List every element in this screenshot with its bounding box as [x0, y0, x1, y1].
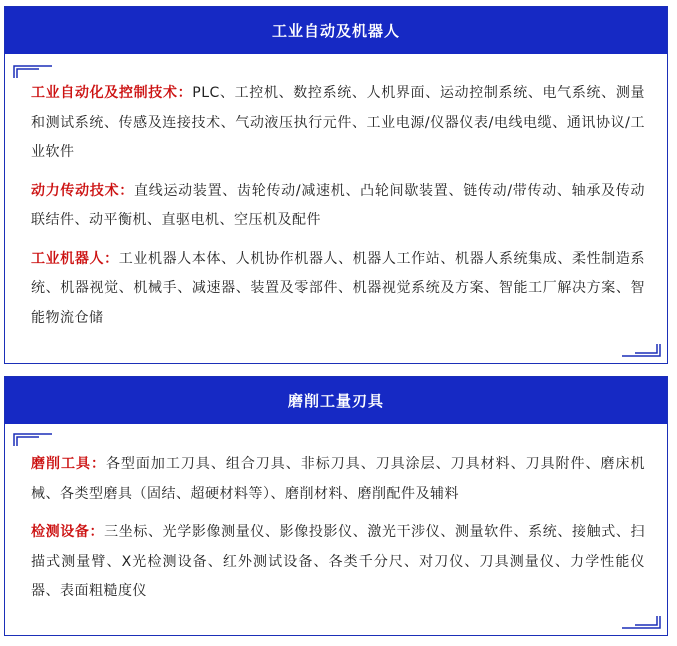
- list-item: [31, 245, 645, 334]
- item-text: 三坐标、光学影像测量仪、影像投影仪、激光干涉仪、测量软件、系统、接触式、扫描式测量臂、X光检测设备、红外测试设备、各类千分尺、对刀仪、刀具测量仪、力学性能仪器、表面粗糙度仪: [31, 524, 646, 599]
- corner-bracket-bottom-right-icon: [621, 615, 661, 629]
- item-text: PLC、工控机、数控系统、人机界面、运动控制系统、电气系统、测量和测试系统、传感及连接技术、气动液压执行元件、工业电源/仪器仪表/电线电缆、通讯协议/工业软件: [31, 85, 645, 160]
- list-item: [31, 450, 645, 509]
- section-content: [31, 450, 645, 607]
- item-text: 直线运动装置、齿轮传动/减速机、凸轮间歇装置、链传动/带传动、轴承及传动联结件、动平衡机、直驱电机、空压机及配件: [31, 182, 645, 228]
- item-text: 工业机器人本体、人机协作机器人、机器人工作站、机器人系统集成、柔性制造系统、机器视觉、机械手、减速器、装置及零部件、机器视觉系统及方案、智能工厂解决方案、智能物流仓储: [31, 250, 646, 326]
- corner-bracket-top-left-icon: [13, 65, 53, 79]
- item-label: 动力传动技术：: [31, 182, 135, 199]
- section-grinding-tools: [4, 376, 668, 636]
- list-item: [31, 177, 645, 236]
- section-title: 工业自动及机器人: [5, 7, 667, 54]
- list-item: [31, 79, 645, 168]
- item-label: 检测设备：: [31, 524, 105, 540]
- corner-bracket-bottom-right-icon: [621, 343, 661, 357]
- item-text: 各型面加工刀具、组合刀具、非标刀具、刀具涂层、刀具材料、刀具附件、磨床机械、各类型磨具（固结、超硬材料等）、磨削材料、磨削配件及辅料: [31, 456, 645, 502]
- item-label: 工业机器人：: [31, 250, 119, 267]
- section-title: 磨削工量刃具: [5, 377, 667, 424]
- section-industrial-automation: [4, 6, 668, 364]
- section-content: [31, 79, 645, 333]
- corner-bracket-top-left-icon: [13, 433, 53, 447]
- item-label: 工业自动化及控制技术：: [31, 85, 193, 101]
- list-item: [31, 518, 645, 607]
- item-label: 磨削工具：: [31, 456, 106, 472]
